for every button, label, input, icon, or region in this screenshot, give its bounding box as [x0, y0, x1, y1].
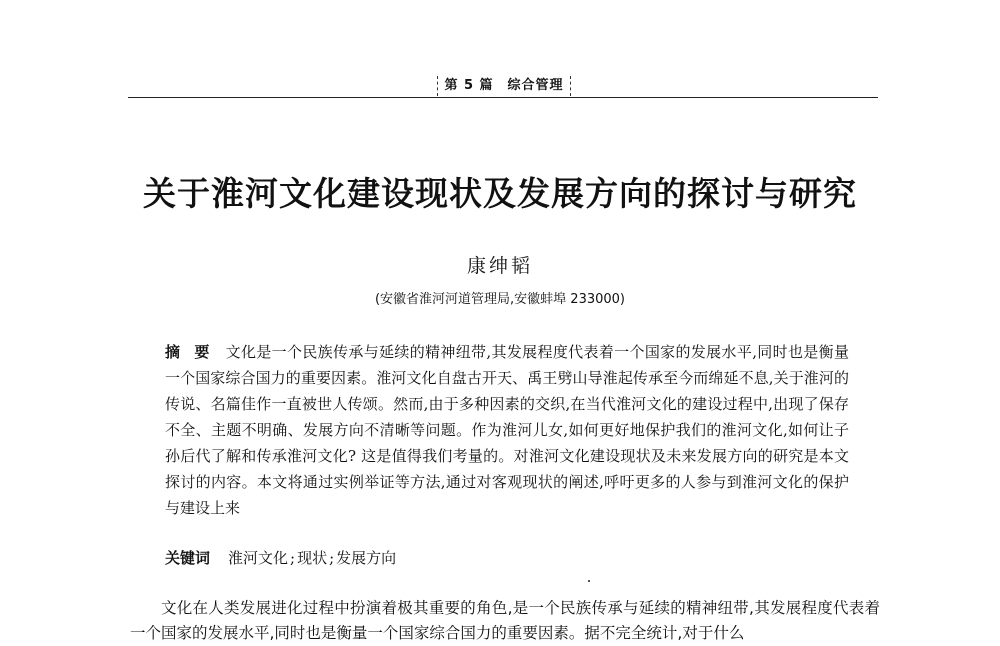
- section-number: 第 5 篇: [444, 78, 494, 93]
- keyword-separator: ;: [290, 549, 296, 567]
- keyword-3: 发展方向: [336, 549, 397, 567]
- abstract-label: 摘要: [165, 343, 224, 361]
- author-affiliation: (安徽省淮河河道管理局,安徽蚌埠 233000): [374, 292, 626, 307]
- keyword-separator: ;: [329, 549, 335, 567]
- abstract-text: 文化是一个民族传承与延续的精神纽带,其发展程度代表着一个国家的发展水平,同时也是衡量一个国家综合国力的重要因素。淮河文化自盘古开天、禹王劈山导淮起传承至今而绵延不息,关于淮河的传说、名篇佳作一直被世人传颂。然而,由于多种因素的交织,在当代淮河文化的建设过程中,出现了保存不全、主题不明确、发展方向不清晰等问题。作为淮河儿女,如何更好地保护我们的淮河文化,如何让子孙后代了解和传承淮河文化? 这是值得我们考量的。对淮河文化建设现状及未来发展方向的研究是本文探讨的内容。本文将通过实例举证等方法,通过对客观现状的阐述,呼吁更多的人参与到淮河文化的保护与建设上来: [165, 343, 849, 517]
- article-title: 关于淮河文化建设现状及发展方向的探讨与研究: [143, 174, 857, 213]
- keyword-1: 淮河文化: [228, 549, 289, 567]
- keywords: [165, 545, 849, 571]
- keyword-2: 现状: [297, 549, 328, 567]
- header-rule: [128, 97, 878, 98]
- keywords-label: 关键词: [165, 549, 211, 567]
- section-header: [437, 76, 571, 96]
- author-name: 康绅韬: [466, 255, 533, 277]
- body-paragraph: 文化在人类发展进化过程中扮演着极其重要的角色,是一个民族传承与延续的精神纽带,其发展程度代表着一个国家的发展水平,同时也是衡量一个国家综合国力的重要因素。据不完全统计,对于什么: [130, 599, 880, 642]
- section-name: 综合管理: [507, 78, 564, 93]
- abstract: [165, 339, 849, 521]
- scan-mark: [588, 580, 590, 582]
